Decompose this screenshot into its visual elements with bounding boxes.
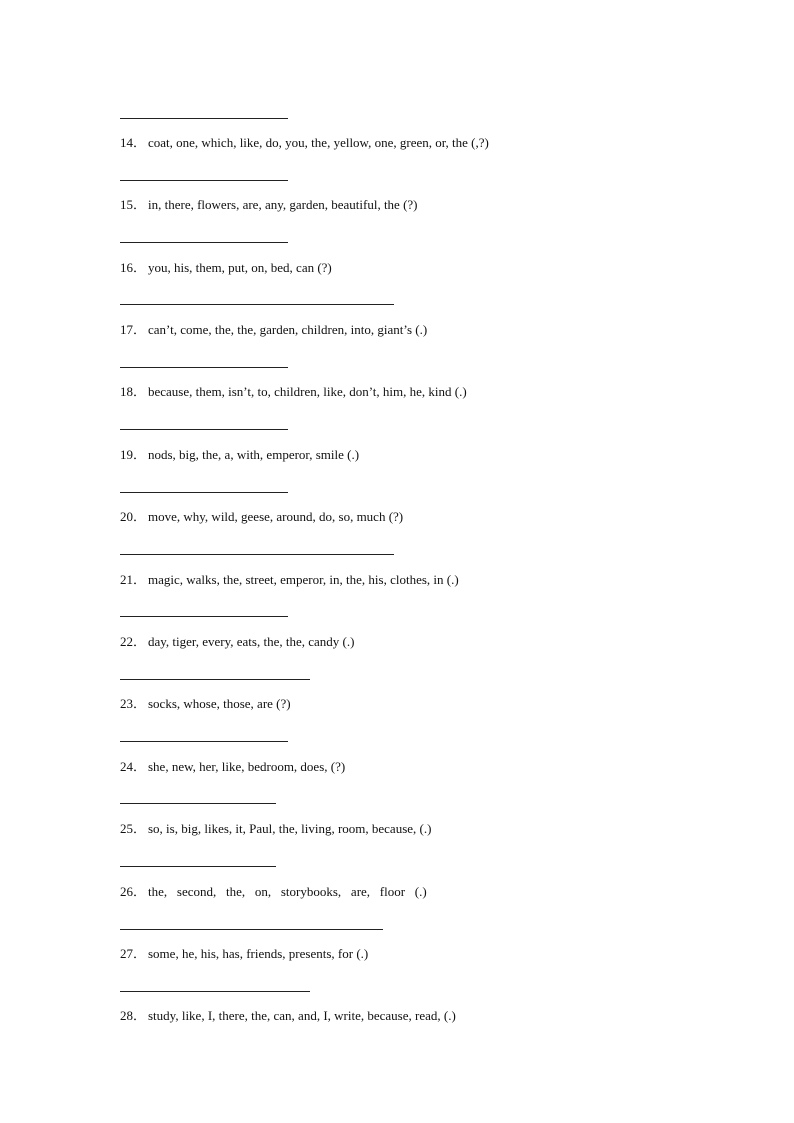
question-words: study, like, I, there, the, can, and, I, write, because, read, (.) bbox=[148, 1008, 456, 1023]
question-words: so, is, big, likes, it, Paul, the, living, room, because, (.) bbox=[148, 821, 432, 836]
answer-line[interactable] bbox=[120, 554, 394, 555]
question-words: the, second, the, on, storybooks, are, floor (.) bbox=[148, 884, 427, 899]
question-number: 28． bbox=[120, 1008, 147, 1023]
answer-line[interactable] bbox=[120, 242, 288, 243]
question-number: 24． bbox=[120, 759, 147, 774]
question-words: nods, big, the, a, with, emperor, smile (.) bbox=[148, 447, 360, 462]
question-words: magic, walks, the, street, emperor, in, the, his, clothes, in (.) bbox=[148, 572, 459, 587]
question-words: move, why, wild, geese, around, do, so, much (?) bbox=[148, 509, 404, 524]
answer-line[interactable] bbox=[120, 429, 288, 430]
question-17 bbox=[120, 321, 427, 339]
question-28 bbox=[120, 1007, 456, 1025]
question-number: 23． bbox=[120, 696, 147, 711]
question-words: can’t, come, the, the, garden, children, into, giant’s (.) bbox=[148, 322, 428, 337]
answer-line bbox=[120, 118, 288, 119]
question-16 bbox=[120, 259, 332, 277]
answer-line[interactable] bbox=[120, 492, 288, 493]
question-words: some, he, his, has, friends, presents, for (.) bbox=[148, 946, 369, 961]
question-words: coat, one, which, like, do, you, the, yellow, one, green, or, the (,?) bbox=[148, 135, 489, 150]
question-number: 21． bbox=[120, 572, 147, 587]
question-number: 27． bbox=[120, 946, 147, 961]
question-number: 22． bbox=[120, 634, 147, 649]
answer-line[interactable] bbox=[120, 304, 394, 305]
question-number: 20． bbox=[120, 509, 147, 524]
question-words: in, there, flowers, are, any, garden, beautiful, the (?) bbox=[148, 197, 418, 212]
question-words: socks, whose, those, are (?) bbox=[148, 696, 291, 711]
question-26 bbox=[120, 883, 427, 901]
answer-line[interactable] bbox=[120, 180, 288, 181]
question-number: 15． bbox=[120, 197, 147, 212]
question-21 bbox=[120, 571, 459, 589]
question-23 bbox=[120, 695, 291, 713]
question-20 bbox=[120, 508, 403, 526]
question-words: you, his, them, put, on, bed, can (?) bbox=[148, 260, 332, 275]
question-number: 26． bbox=[120, 884, 147, 899]
answer-line[interactable] bbox=[120, 991, 310, 992]
question-15 bbox=[120, 196, 418, 214]
answer-line[interactable] bbox=[120, 741, 288, 742]
answer-line[interactable] bbox=[120, 367, 288, 368]
question-number: 16． bbox=[120, 260, 147, 275]
answer-line[interactable] bbox=[120, 866, 276, 867]
question-number: 18． bbox=[120, 384, 147, 399]
question-words: she, new, her, like, bedroom, does, (?) bbox=[148, 759, 346, 774]
question-27 bbox=[120, 945, 368, 963]
question-25 bbox=[120, 820, 431, 838]
question-number: 19． bbox=[120, 447, 147, 462]
question-number: 25． bbox=[120, 821, 147, 836]
question-14 bbox=[120, 134, 489, 152]
question-number: 14． bbox=[120, 135, 147, 150]
question-words: because, them, isn’t, to, children, like, don’t, him, he, kind (.) bbox=[148, 384, 467, 399]
question-number: 17． bbox=[120, 322, 147, 337]
question-words: day, tiger, every, eats, the, the, candy (.) bbox=[148, 634, 355, 649]
answer-line[interactable] bbox=[120, 679, 310, 680]
question-24 bbox=[120, 758, 345, 776]
question-18 bbox=[120, 383, 467, 401]
answer-line[interactable] bbox=[120, 803, 276, 804]
answer-line[interactable] bbox=[120, 929, 383, 930]
question-19 bbox=[120, 446, 359, 464]
answer-line[interactable] bbox=[120, 616, 288, 617]
question-22 bbox=[120, 633, 354, 651]
